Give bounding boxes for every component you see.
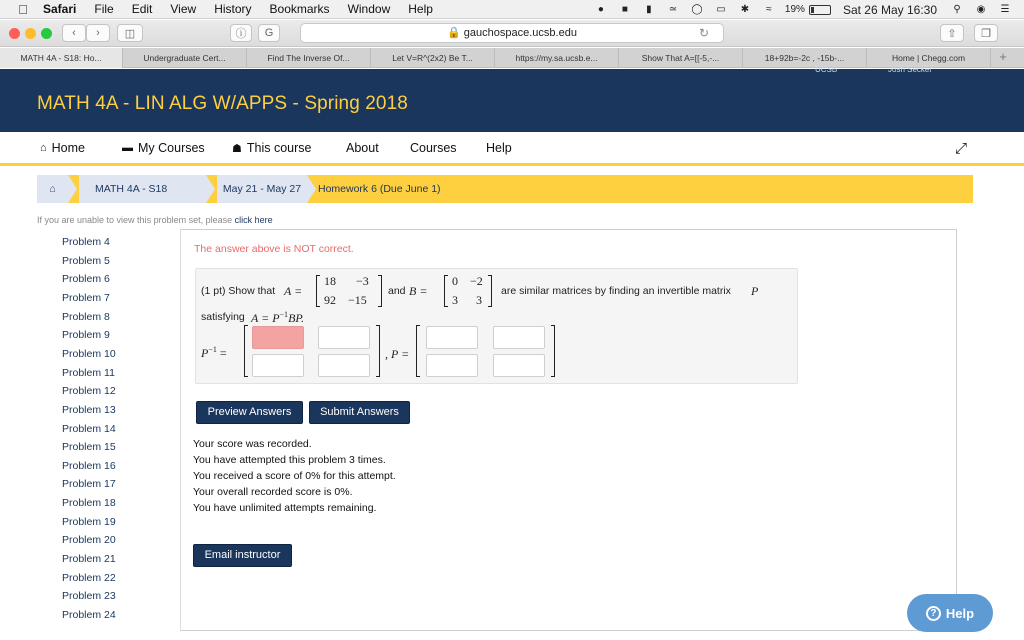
browser-tab[interactable]: https://my.sa.ucsb.e... bbox=[495, 48, 619, 68]
tab-bar bbox=[0, 48, 1024, 68]
status-message: You have unlimited attempts remaining. bbox=[193, 502, 377, 514]
question-line2: satisfying bbox=[201, 311, 245, 323]
problem-link[interactable]: Problem 10 bbox=[62, 347, 116, 360]
p-entry-12[interactable] bbox=[493, 326, 545, 349]
status-message: You have attempted this problem 3 times. bbox=[193, 454, 386, 466]
problem-link[interactable]: Problem 22 bbox=[62, 571, 116, 584]
problem-link[interactable]: Problem 4 bbox=[62, 236, 110, 248]
notification-center-icon[interactable]: ☰ bbox=[1000, 4, 1010, 15]
menubar-status-area bbox=[589, 0, 1024, 19]
close-window-button[interactable] bbox=[9, 28, 20, 39]
sidebar-icon: ◫ bbox=[124, 27, 136, 40]
status-app-icon[interactable]: ◯ bbox=[691, 4, 703, 15]
problem-link[interactable]: Problem 23 bbox=[62, 590, 116, 603]
nav-label: About bbox=[346, 141, 379, 155]
nav-home[interactable] bbox=[40, 141, 85, 155]
tabs-overview-button[interactable] bbox=[974, 24, 998, 42]
matrix-a-cell: −3 bbox=[356, 274, 369, 288]
matrix-b-cell: 0 bbox=[452, 274, 458, 288]
menu-edit[interactable]: Edit bbox=[131, 2, 153, 16]
nav-about[interactable] bbox=[346, 141, 379, 155]
p-entry-22[interactable] bbox=[493, 354, 545, 377]
p-inverse-entry-22[interactable] bbox=[318, 354, 370, 377]
problem-link[interactable]: Problem 8 bbox=[62, 310, 110, 323]
nav-courses[interactable] bbox=[410, 141, 457, 155]
battery-percent: 19% bbox=[784, 4, 805, 15]
problem-link[interactable]: Problem 11 bbox=[62, 366, 115, 379]
breadcrumb-course[interactable]: MATH 4A - S18 bbox=[79, 175, 206, 203]
problem-link[interactable]: Problem 15 bbox=[62, 441, 116, 454]
matrix-a-cell: −15 bbox=[348, 293, 367, 307]
problem-link[interactable]: Problem 21 bbox=[62, 553, 116, 566]
menu-bookmarks[interactable]: Bookmarks bbox=[269, 2, 330, 16]
matrix-bracket bbox=[551, 325, 555, 377]
matrix-bracket bbox=[488, 275, 492, 307]
nav-my-courses[interactable] bbox=[122, 141, 205, 155]
status-message: Your overall recorded score is 0%. bbox=[193, 486, 353, 498]
nav-label: This course bbox=[246, 141, 312, 155]
status-app-icon[interactable]: ≃ bbox=[668, 4, 678, 15]
browser-tab[interactable]: Find The Inverse Of... bbox=[247, 48, 371, 68]
menu-help[interactable]: Help bbox=[408, 2, 433, 16]
problem-link[interactable]: Problem 20 bbox=[62, 534, 116, 547]
problem-link[interactable]: Problem 12 bbox=[62, 385, 116, 398]
browser-tab[interactable]: MATH 4A - S18: Ho... bbox=[0, 48, 123, 68]
macos-menubar bbox=[0, 0, 1024, 19]
apple-menu-icon[interactable] bbox=[12, 2, 34, 17]
battery-icon[interactable] bbox=[809, 5, 831, 15]
question-mark-icon: ? bbox=[926, 606, 941, 621]
problem-link[interactable]: Problem 24 bbox=[62, 609, 116, 621]
p-label: , P = bbox=[385, 347, 410, 361]
help-widget-label: Help bbox=[945, 605, 975, 621]
matrix-a-cell: 92 bbox=[324, 293, 336, 307]
browser-tab[interactable]: Undergraduate Cert... bbox=[123, 48, 247, 68]
problem-link[interactable]: Problem 14 bbox=[62, 422, 116, 435]
question-and: and bbox=[388, 285, 406, 297]
status-message: Your score was recorded. bbox=[193, 438, 312, 450]
user-menu[interactable]: Josh Secker bbox=[888, 65, 933, 74]
problem-link[interactable]: Problem 19 bbox=[62, 515, 116, 528]
equation-text: A = P bbox=[251, 311, 280, 325]
zoom-window-button[interactable] bbox=[41, 28, 52, 39]
menubar-clock[interactable]: Sat 26 May 16:30 bbox=[842, 2, 937, 17]
p-inverse-entry-11[interactable] bbox=[252, 326, 304, 349]
matrix-bracket bbox=[376, 325, 380, 377]
problem-link[interactable]: Problem 9 bbox=[62, 329, 110, 342]
info-icon: ⓘ bbox=[235, 28, 247, 40]
matrix-p-label: P bbox=[751, 284, 759, 298]
course-title: MATH 4A - LIN ALG W/APPS - Spring 2018 bbox=[37, 93, 408, 114]
matrix-bracket bbox=[378, 275, 382, 307]
menu-view[interactable]: View bbox=[170, 2, 197, 16]
spotlight-search-icon[interactable]: ⚲ bbox=[953, 4, 961, 15]
similarity-equation bbox=[251, 310, 304, 326]
chevron-left-icon: ‹ bbox=[72, 27, 76, 39]
breadcrumb-separator bbox=[307, 175, 316, 203]
back-button[interactable] bbox=[62, 24, 86, 42]
status-app-icon[interactable]: ▮ bbox=[646, 4, 652, 15]
matrix-b-cell: −2 bbox=[470, 274, 483, 288]
nav-label: Courses bbox=[410, 141, 457, 155]
address-bar[interactable] bbox=[300, 23, 724, 43]
breadcrumb bbox=[37, 175, 973, 203]
email-instructor-button[interactable]: Email instructor bbox=[193, 544, 292, 567]
p-inverse-exponent: −1 bbox=[208, 345, 217, 354]
problem-link[interactable]: Problem 6 bbox=[62, 273, 110, 286]
notice-text bbox=[37, 215, 273, 225]
preview-answers-button[interactable]: Preview Answers bbox=[196, 401, 303, 424]
matrix-bracket bbox=[416, 325, 420, 377]
tabs-icon: ❐ bbox=[981, 27, 991, 40]
browser-tab[interactable]: Show That A=[[-5,-... bbox=[619, 48, 743, 68]
p-entry-21[interactable] bbox=[426, 354, 478, 377]
sidebar-button[interactable] bbox=[117, 24, 143, 42]
problem-link[interactable]: Problem 5 bbox=[62, 254, 110, 267]
problem-link[interactable]: Problem 13 bbox=[62, 403, 116, 416]
menu-app[interactable]: Safari bbox=[43, 2, 77, 16]
browser-tab[interactable]: Let V=R^(2x2) Be T... bbox=[371, 48, 495, 68]
p-inverse-entry-12[interactable] bbox=[318, 326, 370, 349]
share-icon: ⇧ bbox=[947, 27, 957, 40]
breadcrumb-separator bbox=[68, 175, 77, 203]
p-inverse-label bbox=[201, 345, 227, 361]
fullscreen-icon[interactable]: ⤢ bbox=[955, 140, 968, 157]
problem-link[interactable]: Problem 16 bbox=[62, 459, 116, 472]
p-entry-11[interactable] bbox=[426, 326, 478, 349]
click-here-link[interactable]: click here bbox=[234, 215, 273, 225]
nav-label: My Courses bbox=[138, 141, 205, 155]
g-icon: G bbox=[264, 27, 274, 39]
course-nav bbox=[0, 132, 1024, 166]
home-icon: ⌂ bbox=[40, 142, 47, 154]
nav-label: Help bbox=[486, 141, 512, 155]
help-widget-button[interactable] bbox=[907, 594, 993, 632]
problem-link[interactable]: Problem 7 bbox=[62, 291, 110, 304]
bluetooth-icon[interactable]: ✱ bbox=[740, 4, 750, 15]
breadcrumb-home[interactable] bbox=[37, 175, 68, 203]
p-inverse-letter: P bbox=[201, 346, 209, 360]
notice-message: If you are unable to view this problem set, please bbox=[37, 215, 235, 225]
nav-help[interactable] bbox=[486, 141, 512, 155]
matrix-a-label: A = bbox=[284, 284, 303, 298]
matrix-b-cell: 3 bbox=[476, 293, 482, 307]
matrix-b-cell: 3 bbox=[452, 293, 458, 307]
browser-tab[interactable]: Home | Chegg.com bbox=[867, 48, 991, 68]
airplay-icon[interactable]: ▭ bbox=[716, 4, 726, 15]
browser-tab[interactable]: 18+92b=-2c , -15b-... bbox=[743, 48, 867, 68]
course-banner bbox=[0, 65, 1024, 132]
problem-link[interactable]: Problem 17 bbox=[62, 478, 116, 491]
nav-this-course[interactable] bbox=[232, 141, 311, 155]
sitemap-icon: ☗ bbox=[232, 142, 242, 155]
new-tab-button[interactable]: + bbox=[999, 49, 1007, 64]
share-button[interactable] bbox=[940, 24, 964, 42]
matrix-a-cell: 18 bbox=[324, 274, 336, 288]
chevron-right-icon: › bbox=[96, 27, 100, 39]
problem-list bbox=[37, 229, 181, 631]
menu-history[interactable]: History bbox=[214, 2, 252, 16]
menu-window[interactable]: Window bbox=[347, 2, 391, 16]
browser-toolbar bbox=[0, 20, 1024, 47]
breadcrumb-week[interactable]: May 21 - May 27 bbox=[217, 175, 307, 203]
submit-answers-button[interactable]: Submit Answers bbox=[309, 401, 410, 424]
p-inverse-equals: = bbox=[219, 346, 227, 360]
problem-link[interactable]: Problem 18 bbox=[62, 497, 116, 510]
breadcrumb-homework: Homework 6 (Due June 1) bbox=[318, 183, 441, 195]
matrix-b-label: B = bbox=[409, 284, 428, 298]
breadcrumb-separator bbox=[206, 175, 215, 203]
question-prefix: (1 pt) Show that bbox=[201, 285, 276, 297]
reload-icon[interactable]: ↻ bbox=[698, 26, 709, 40]
site-menu-ucsb[interactable]: UCSB bbox=[815, 65, 838, 74]
siri-icon[interactable]: ◉ bbox=[976, 4, 986, 15]
matrix-bracket bbox=[316, 275, 320, 307]
equation-exponent: −1 bbox=[279, 310, 289, 319]
courses-icon: ▬ bbox=[122, 142, 133, 154]
question-box bbox=[195, 268, 798, 384]
address-bar-url: gauchospace.ucsb.edu bbox=[463, 27, 577, 39]
matrix-bracket bbox=[244, 325, 248, 377]
status-app-icon[interactable]: ● bbox=[597, 4, 604, 15]
lock-icon: 🔒 bbox=[447, 27, 461, 39]
extension-button[interactable] bbox=[230, 24, 252, 42]
matrix-bracket bbox=[444, 275, 448, 307]
extension-button[interactable] bbox=[258, 24, 280, 42]
status-app-icon[interactable]: ■ bbox=[621, 4, 628, 15]
equation-end: BP. bbox=[288, 311, 305, 325]
question-suffix: are similar matrices by finding an invertible matrix bbox=[501, 285, 731, 297]
forward-button[interactable] bbox=[86, 24, 110, 42]
home-icon: ⌂ bbox=[49, 183, 56, 195]
menu-file[interactable]: File bbox=[94, 2, 114, 16]
p-inverse-entry-21[interactable] bbox=[252, 354, 304, 377]
nav-label: Home bbox=[51, 141, 85, 155]
answer-feedback: The answer above is NOT correct. bbox=[194, 243, 354, 255]
status-message: You received a score of 0% for this attempt. bbox=[193, 470, 396, 482]
minimize-window-button[interactable] bbox=[25, 28, 36, 39]
wifi-icon[interactable]: ≈ bbox=[766, 4, 772, 15]
